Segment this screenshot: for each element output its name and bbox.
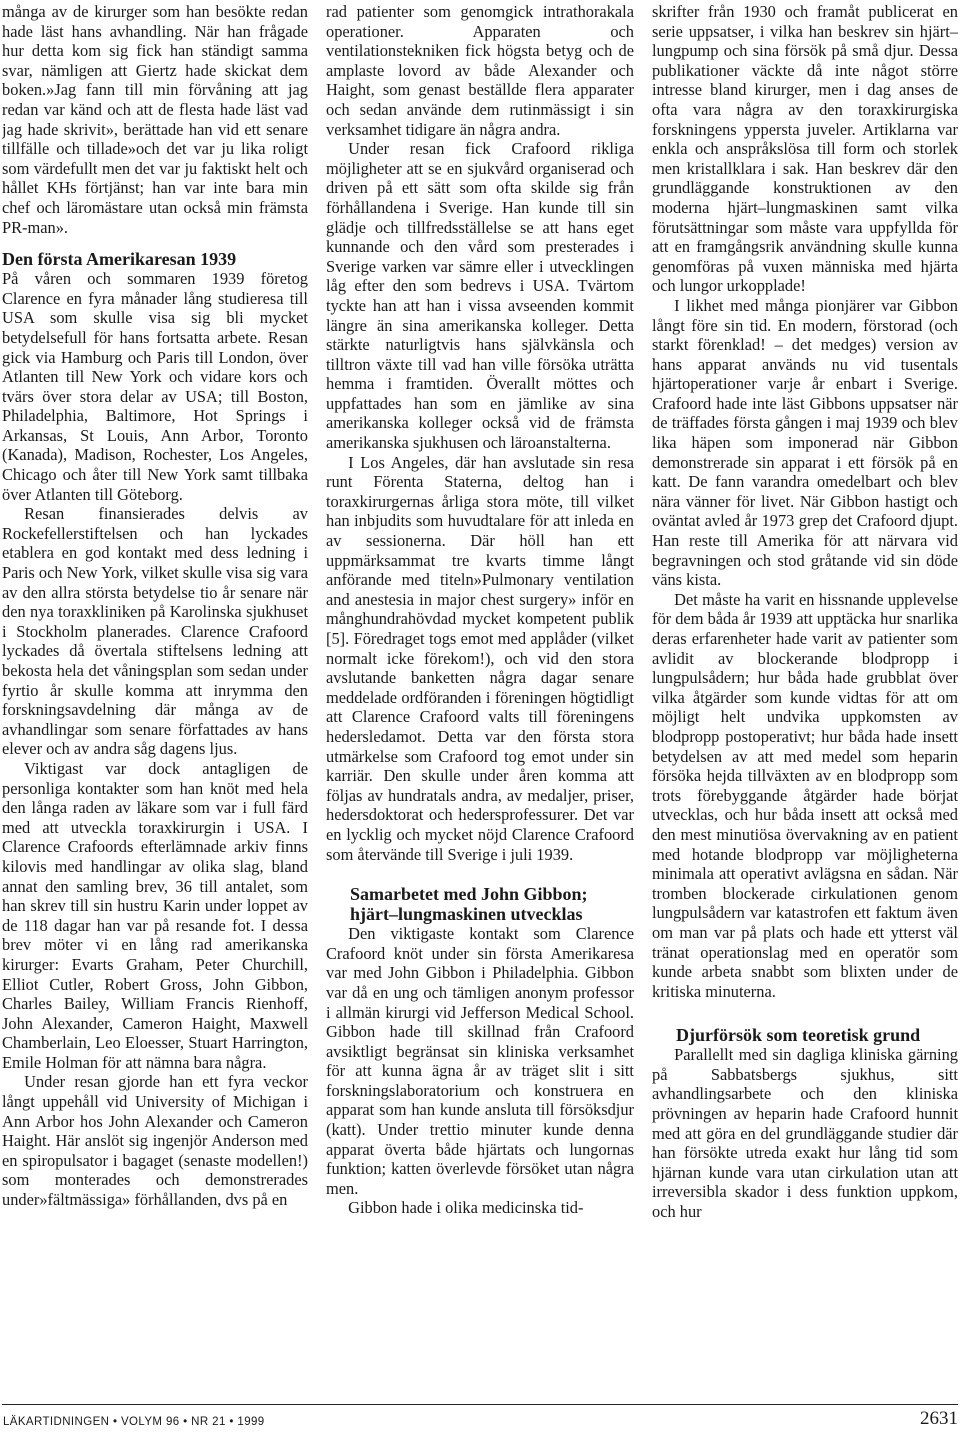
paragraph: rad patienter som genomgick intrathorakala operationer. Apparaten och ventilationstekniken fick högsta betyg och de amplaste lovord av både Alexander och Haight, som genast beställde flera apparater och sedan använde dem rutinmässigt i sin verksamhet tidigare än några andra. bbox=[326, 2, 634, 139]
text-column-2 bbox=[326, 2, 634, 1398]
section-heading: Den första Amerikaresan 1939 bbox=[2, 249, 237, 270]
section-heading: Djurförsök som teoretisk grund bbox=[676, 1025, 921, 1046]
paragraph: I likhet med många pionjärer var Gibbon långt före sin tid. En modern, förstorad (och starkt förenklad! – det medges) version av hans apparat används nu vid tusentals hjärtoperationer varje år enbart i Sverige. Crafoord hade inte läst Gibbons uppsatser när de träffades första gången i maj 1939 och blev lika häpen som imponerad när Gibbon demonstrerade sin apparat i ett försök på en katt. De fann varandra omedelbart och blev nära vänner för livet. När Gibbon hastigt och oväntat avled år 1973 grep det Crafoord djupt. Han reste till Amerika för att närvara vid begravningen och stod gråtande vid sin döde väns kista. bbox=[652, 295, 958, 590]
paragraph: Gibbon hade i olika medicinska tid- bbox=[348, 1198, 584, 1218]
journal-citation: LÄKARTIDNINGEN • VOLYM 96 • NR 21 • 1999 bbox=[3, 1416, 265, 1428]
paragraph: många av de kirurger som han besökte redan hade läst hans avhandling. När han frågade hur detta kom sig fick han ständigt samma svar, nämligen att Giertz hade skickat dem boken.»Jag fann till min förvåning att jag redan var känd och att de flesta hade läst vad jag hade skrivit», berättade han vid ett senare tillfälle och tillade»och det var ju lika roligt som värdefullt men det var ju faktiskt helt och hållet KHs förtjänst; han var inte bara min chef och läromästare utan också min främsta PR-man». bbox=[2, 2, 308, 237]
section-heading-line-2: hjärt–lungmaskinen utvecklas bbox=[350, 904, 583, 925]
page-footer bbox=[0, 1398, 960, 1442]
paragraph: I Los Angeles, där han avslutade sin resa runt Förenta Staterna, deltog han i toraxkirurgernas årliga stora möte, till vilket han inbjudits som huvudtalare för att inleda en av sessionerna. Där höll han ett uppmärksammat tre kvarts timme långt anförande med titeln»Pulmonary ventilation and anestesia in major chest surgery» inför en månghundrahövdad mycket kompetent publik [5]. Föredraget togs emot med applåder (vilket normalt icke förekom!), och vid den stora avslutande banketten några dagar senare meddelade ordföranden i föreningen högtidligt att Clarence Crafoord valts till föreningens hedersledamot. Detta var den första stora utmärkelse som Crafoord tog emot under sin karriär. Den skulle under åren komma att följas av hundratals andra, av medaljer, priser, hedersdoktorat och hedersprofessurer. Det var en lycklig och mycket nöjd Clarence Crafoord som återvände till Sverige i juli 1939. bbox=[326, 452, 634, 864]
paragraph: skrifter från 1930 och framåt publicerat en serie uppsatser, i vilka han beskrev sin hjärt–lungpump och sina försök på små djur. Dessa publikationer väckte då inte något större intresse bland kirurger, men i dag anses de ofta vara några av den toraxkirurgiska forskningens yppersta juveler. Artiklarna var enkla och anspråkslösa till form och storlek men kristallklara i sak. Han beskrev där den grundläggande konstruktionen av den moderna hjärt–lungmaskinen samt vilka förutsättningar som måste vara uppfyllda för att en framgångsrik användning skulle kunna genomföras på vuxen människa med hjärta och lungor urkopplade! bbox=[652, 2, 958, 296]
paragraph: På våren och sommaren 1939 företog Clarence en fyra månader lång studieresa till USA som skulle visa sig bli mycket betydelsefull för hans fortsatta arbete. Resan gick via Hamburg och Paris till London, över Atlanten till New York och vidare kors och tvärs över stora delar av USA; till Boston, Philadelphia, Baltimore, Hot Springs i Arkansas, St Louis, Ann Arbor, Toronto (Kanada), Madison, Rochester, Los Angeles, Chicago och åter till New York samt tillbaka över Atlanten till Göteborg. bbox=[2, 269, 308, 504]
paragraph: Under resan gjorde han ett fyra veckor långt uppehåll vid University of Michigan i Ann Arbor hos John Alexander och Cameron Haight. Här anslöt sig ingenjör Anderson med en spiropulsator i bagaget (senaste modellen!) som monterades och demonstrerades under»fältmässiga» förhållanden, dvs på en bbox=[2, 1072, 308, 1210]
paragraph: Viktigast var dock antagligen de personliga kontakter som han knöt med hela den långa raden av läkare som var i full färd med att utveckla toraxkirurgin i USA. I Clarence Crafoords efterlämnade arkiv finns kilovis med handlingar av olika slag, bland annat den samling brev, 36 till antalet, som han skrev till sin hustru Karin under loppet av de 118 dagar han var på resande fot. I dessa brev möter vi en lång rad amerikanska kirurger: Evarts Graham, Peter Churchill, Elliot Cutler, Robert Gross, John Gibbon, Charles Bailey, William Francis Rienhoff, John Alexander, Cameron Haight, Maxwell Chamberlain, Leo Eloesser, Stuart Harrington, Emile Holman för att nämna bara några. bbox=[2, 758, 308, 1072]
paragraph: Resan finansierades delvis av Rockefellerstiftelsen och han lyckades etablera en god kontakt med dess ledning i Paris och New York, vilket skulle visa sig vara av den allra största betydelse tio år senare när den nya toraxkliniken på Karolinska sjukhuset i Stockholm planerades. Clarence Crafoord lyckades då övertala stiftelsens ledning att bekosta hela det våningsplan som sedan under fyrtio år skulle komma att inrymma den forskningsavdelning där många av de avhandlingar som senare författades av hans elever och av andra såg dagens ljus. bbox=[2, 504, 308, 759]
text-column-3 bbox=[652, 2, 958, 1398]
section-heading bbox=[350, 884, 634, 924]
text-column-1 bbox=[2, 2, 308, 1398]
paragraph: Parallellt med sin dagliga kliniska gärning på Sabbatsbergs sjukhus, sitt avhandlingsarbete och den kliniska prövningen av heparin hade Crafoord hunnit med att göra en del grundläggande studier där han försökte utreda exakt hur lång tid som hjärnan kunde vara utan cirkulation utan att irreversibla skador i dess funktion uppkom, och hur bbox=[652, 1045, 958, 1222]
section-heading-line-1: Samarbetet med John Gibbon; bbox=[350, 884, 588, 905]
paragraph: Det måste ha varit en hissnande upplevelse för dem båda år 1939 att upptäcka hur snarlika deras erfarenheter hade varit av patienter som avlidit av blockerande blodpropp i lungpulsådern; hur båda hade grubblat över vilka åtgärder som kunde vidtas för att om möjligt helt undvika uppkomsten av blodpropp postoperativt; hur båda hade insett betydelsen av att med medel som heparin försöka hejda tillväxten av en blodpropp som trots förebyggande åtgärder hade börjat utvecklas, och hur båda insett att också med den mest minutiösa övervakning av en patient med hotande blodpropp var möjligheterna minimala att operativt avlägsna en sådan. När tromben blockerade cirkulationen genom lungpulsådern var katastrofen ett faktum även om man var på plats och hade ett ytterst väl tränat operationslag med en operatör som kunde arbeta snabbt som blixten under de kritiska minuterna. bbox=[652, 589, 958, 1001]
paragraph: Den viktigaste kontakt som Clarence Crafoord knöt under sin första Amerikaresa var med John Gibbon i Philadelphia. Gibbon var då en ung och tämligen anonym professor i allmän kirurgi vid Jefferson Medical School. Gibbon hade till skillnad från Crafoord avsiktligt begränsat sin kliniska verksamhet för att kunna ägna år av träget slit i sitt forskningslaboratorium och konstruera en apparat som han kunde ansluta till försöksdjur (katt). Under trettio minuter kunde denna apparat överta både hjärtats och lungornas funktion; katten överlevde försöket utan några men. bbox=[326, 924, 634, 1198]
footer-divider bbox=[2, 1404, 958, 1405]
page-number: 2631 bbox=[920, 1408, 958, 1429]
paragraph: Under resan fick Crafoord rikliga möjligheter att se en sjukvård organiserad och driven på ett sätt som ofta skilde sig från förhållandena i Sverige. Han kunde till sin glädje och tillfredsställelse se att hans eget kunnande och den vård som presterades i Sverige varken var sämre eller i utvecklingen låg efter den som bedrevs i USA. Tvärtom tyckte han att han i vissa avseenden kommit längre än sina amerikanska kolleger. Detta stärkte naturligtvis hans självkänsla och tilltron växte till vad han ville försöka uträtta hemma i framtiden. Överallt möttes och uppfattades han som en jämlike av sina amerikanska kolleger också vid de främsta amerikanska sjukhusen och läroanstalterna. bbox=[326, 139, 634, 453]
